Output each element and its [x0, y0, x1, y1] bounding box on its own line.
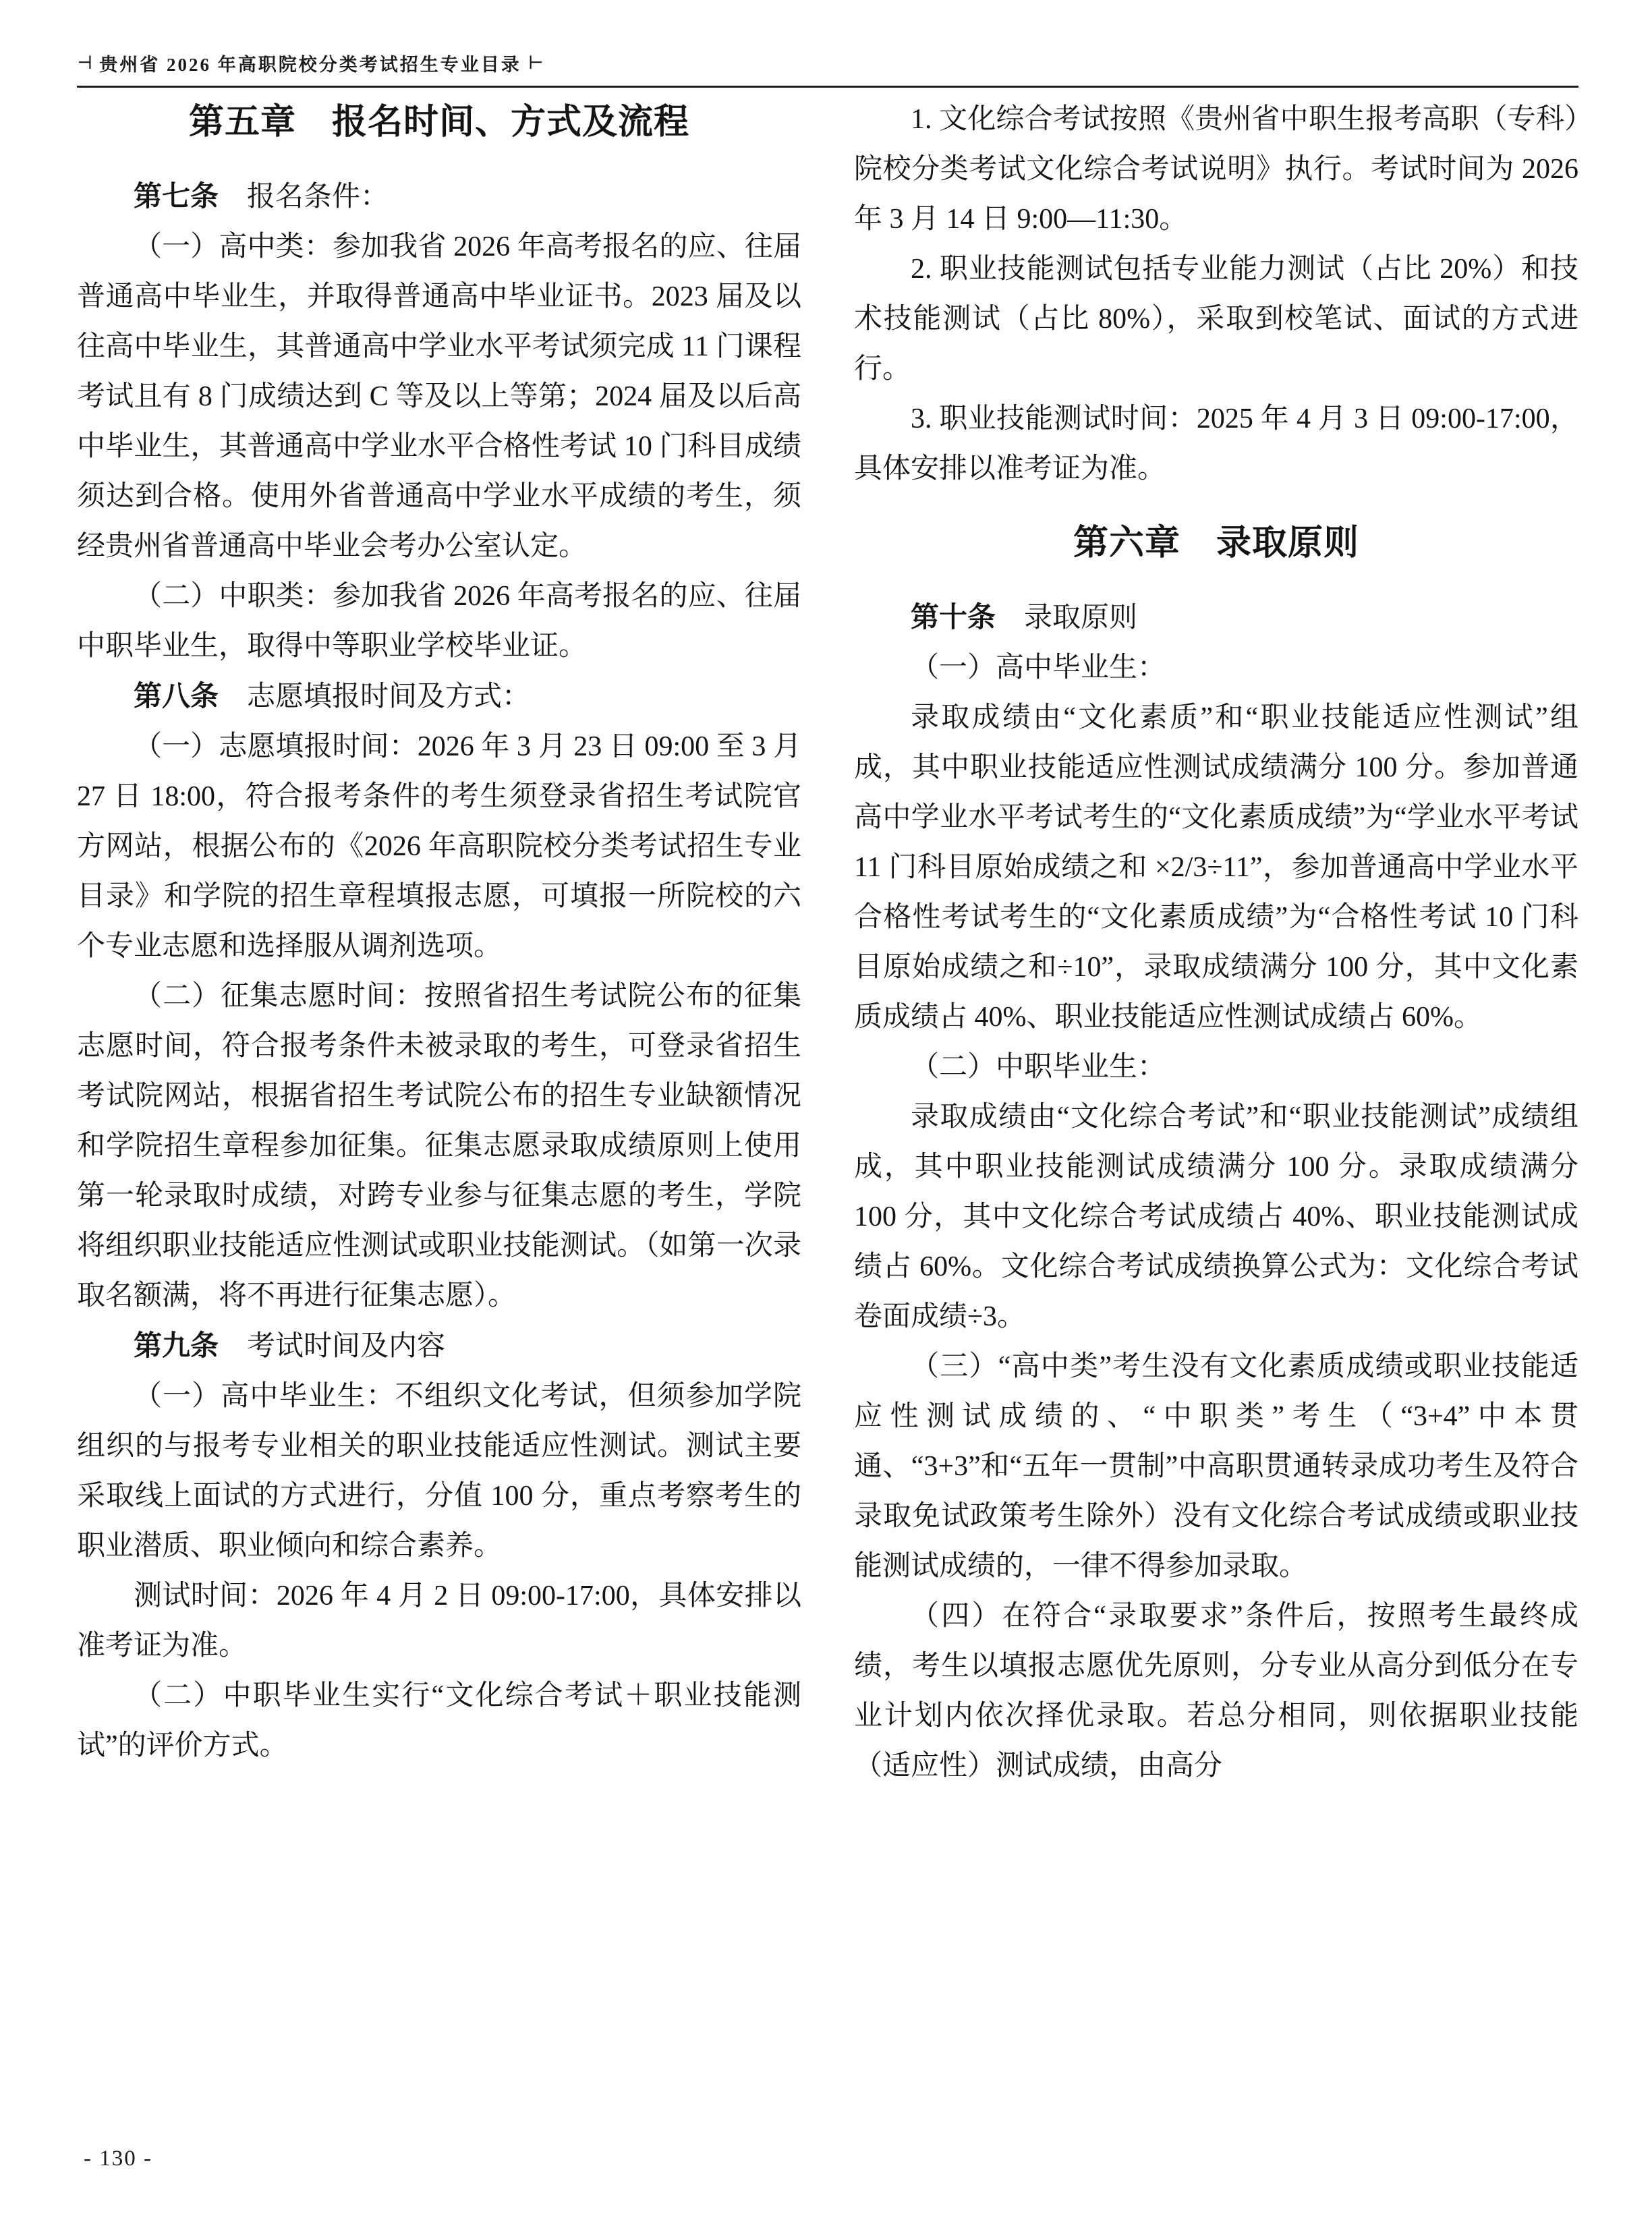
article-lead: 第七条	[134, 180, 219, 212]
header-title: 贵州省 2026 年高职院校分类考试招生专业目录	[99, 55, 521, 75]
header-right-tick-icon: ⊢	[528, 53, 544, 73]
paragraph: 测试时间：2026 年 4 月 2 日 09:00-17:00，具体安排以准考证为准。	[77, 1580, 801, 1661]
paragraph: 1. 文化综合考试按照《贵州省中职生报考高职（专科）院校分类考试文化综合考试说明》执行。考试时间为 2026 年 3 月 14 日 9:00—11:30。	[854, 104, 1578, 235]
paragraph: （二）征集志愿时间：按照省招生考试院公布的征集志愿时间，符合报考条件未被录取的考生，可登录省招生考试院网站，根据省招生考试院公布的招生专业缺额情况和学院招生章程参加征集。征集志愿录取成绩原则上使用第一轮录取时成绩，对跨专业参与征集志愿的考生，学院将组织职业技能适应性测试或职业技能测试。（如第一次录取名额满，将不再进行征集志愿）。	[77, 981, 801, 1311]
paragraph: 3. 职业技能测试时间：2025 年 4 月 3 日 09:00-17:00，具体安排以准考证为准。	[854, 403, 1578, 484]
left-paragraphs	[77, 171, 801, 1771]
paragraph: 第十条 录取原则	[911, 601, 1138, 633]
right-intro-paragraphs	[854, 94, 1578, 494]
paragraph: （四）在符合“录取要求”条件后，按照考生最终成绩，考生以填报志愿优先原则，分专业从高分到低分在专业计划内依次择优录取。若总分相同，则依据职业技能（适应性）测试成绩，由高分	[854, 1601, 1578, 1781]
paragraph: （二）中职类：参加我省 2026 年高考报名的应、往届中职毕业生，取得中等职业学校毕业证。	[77, 581, 801, 662]
paragraph: （二）中职毕业生：	[911, 1052, 1166, 1083]
paragraph: （三）“高中类”考生没有文化素质成绩或职业技能适应性测试成绩的、“中职类”考生（“3+4”中本贯通、“3+3”和“五年一贯制”中高职贯通转录成功考生及符合录取免试政策考生除外）没有文化综合考试成绩或职业技能测试成绩的，一律不得参加录取。	[854, 1351, 1578, 1582]
paragraph: （二）中职毕业生实行“文化综合考试＋职业技能测试”的评价方式。	[77, 1680, 801, 1761]
paragraph: 第九条 考试时间及内容	[134, 1330, 446, 1362]
running-head	[77, 50, 1578, 76]
article-lead: 第十条	[911, 601, 996, 633]
page-number: - 130 -	[84, 2146, 152, 2171]
right-paragraphs	[854, 592, 1578, 1791]
header-left-tick-icon: ⊣	[77, 53, 93, 73]
left-column	[77, 94, 801, 1791]
chapter-5-title: 第五章 报名时间、方式及流程	[188, 103, 689, 142]
page-header	[77, 50, 1578, 88]
paragraph: 录取成绩由“文化综合考试”和“职业技能测试”成绩组成，其中职业技能测试成绩满分 100 分。录取成绩满分 100 分，其中文化综合考试成绩占 40%、职业技能测试成绩占 60%。文化综合考试成绩换算公式为：文化综合考试卷面成绩÷3。	[854, 1102, 1578, 1332]
content-area	[77, 94, 1578, 1791]
paragraph: 录取成绩由“文化素质”和“职业技能适应性测试”组成，其中职业技能适应性测试成绩满分 100 分。参加普通高中学业水平考试考生的“文化素质成绩”为“学业水平考试 11 门科目原始成绩之和 ×2/3÷11”，参加普通高中学业水平合格性考试考生的“文化素质成绩”为“合格性考试 10 门科目原始成绩之和÷10”，录取成绩满分 100 分，其中文化素质成绩占 40%、职业技能适应性测试成绩占 60%。	[854, 702, 1578, 1033]
paragraph: 第七条 报名条件：	[134, 180, 389, 212]
page-footer	[84, 2146, 152, 2171]
paragraph: （一）高中毕业生：不组织文化考试，但须参加学院组织的与报考专业相关的职业技能适应性测试。测试主要采取线上面试的方式进行，分值 100 分，重点考察考生的职业潜质、职业倾向和综合素养。	[77, 1381, 801, 1562]
paragraph: 2. 职业技能测试包括专业能力测试（占比 20%）和技术技能测试（占比 80%），采取到校笔试、面试的方式进行。	[854, 254, 1578, 384]
paragraph: （一）高中类：参加我省 2026 年高考报名的应、往届普通高中毕业生，并取得普通高中毕业证书。2023 届及以往高中毕业生，其普通高中学业水平考试须完成 11 门课程考试且有 8 门成绩达到 C 等及以上等第；2024 届及以后高中毕业生，其普通高中学业水平合格性考试 10 门科目成绩须达到合格。使用外省普通高中学业水平成绩的考生，须经贵州省普通高中毕业会考办公室认定。	[77, 231, 801, 562]
paragraph: （一）高中毕业生：	[911, 652, 1166, 683]
paragraph: 第八条 志愿填报时间及方式：	[134, 680, 531, 712]
chapter-6-title: 第六章 录取原则	[1073, 523, 1359, 563]
article-lead: 第八条	[134, 680, 219, 712]
header-rule	[77, 86, 1578, 88]
paragraph: （一）志愿填报时间：2026 年 3 月 23 日 09:00 至 3 月 27 日 18:00，符合报考条件的考生须登录省招生考试院官方网站，根据公布的《2026 年高职院校分类考试招生专业目录》和学院的招生章程填报志愿，可填报一所院校的六个专业志愿和选择服从调剂选项。	[77, 731, 801, 962]
article-lead: 第九条	[134, 1330, 219, 1361]
right-column	[854, 94, 1578, 1791]
